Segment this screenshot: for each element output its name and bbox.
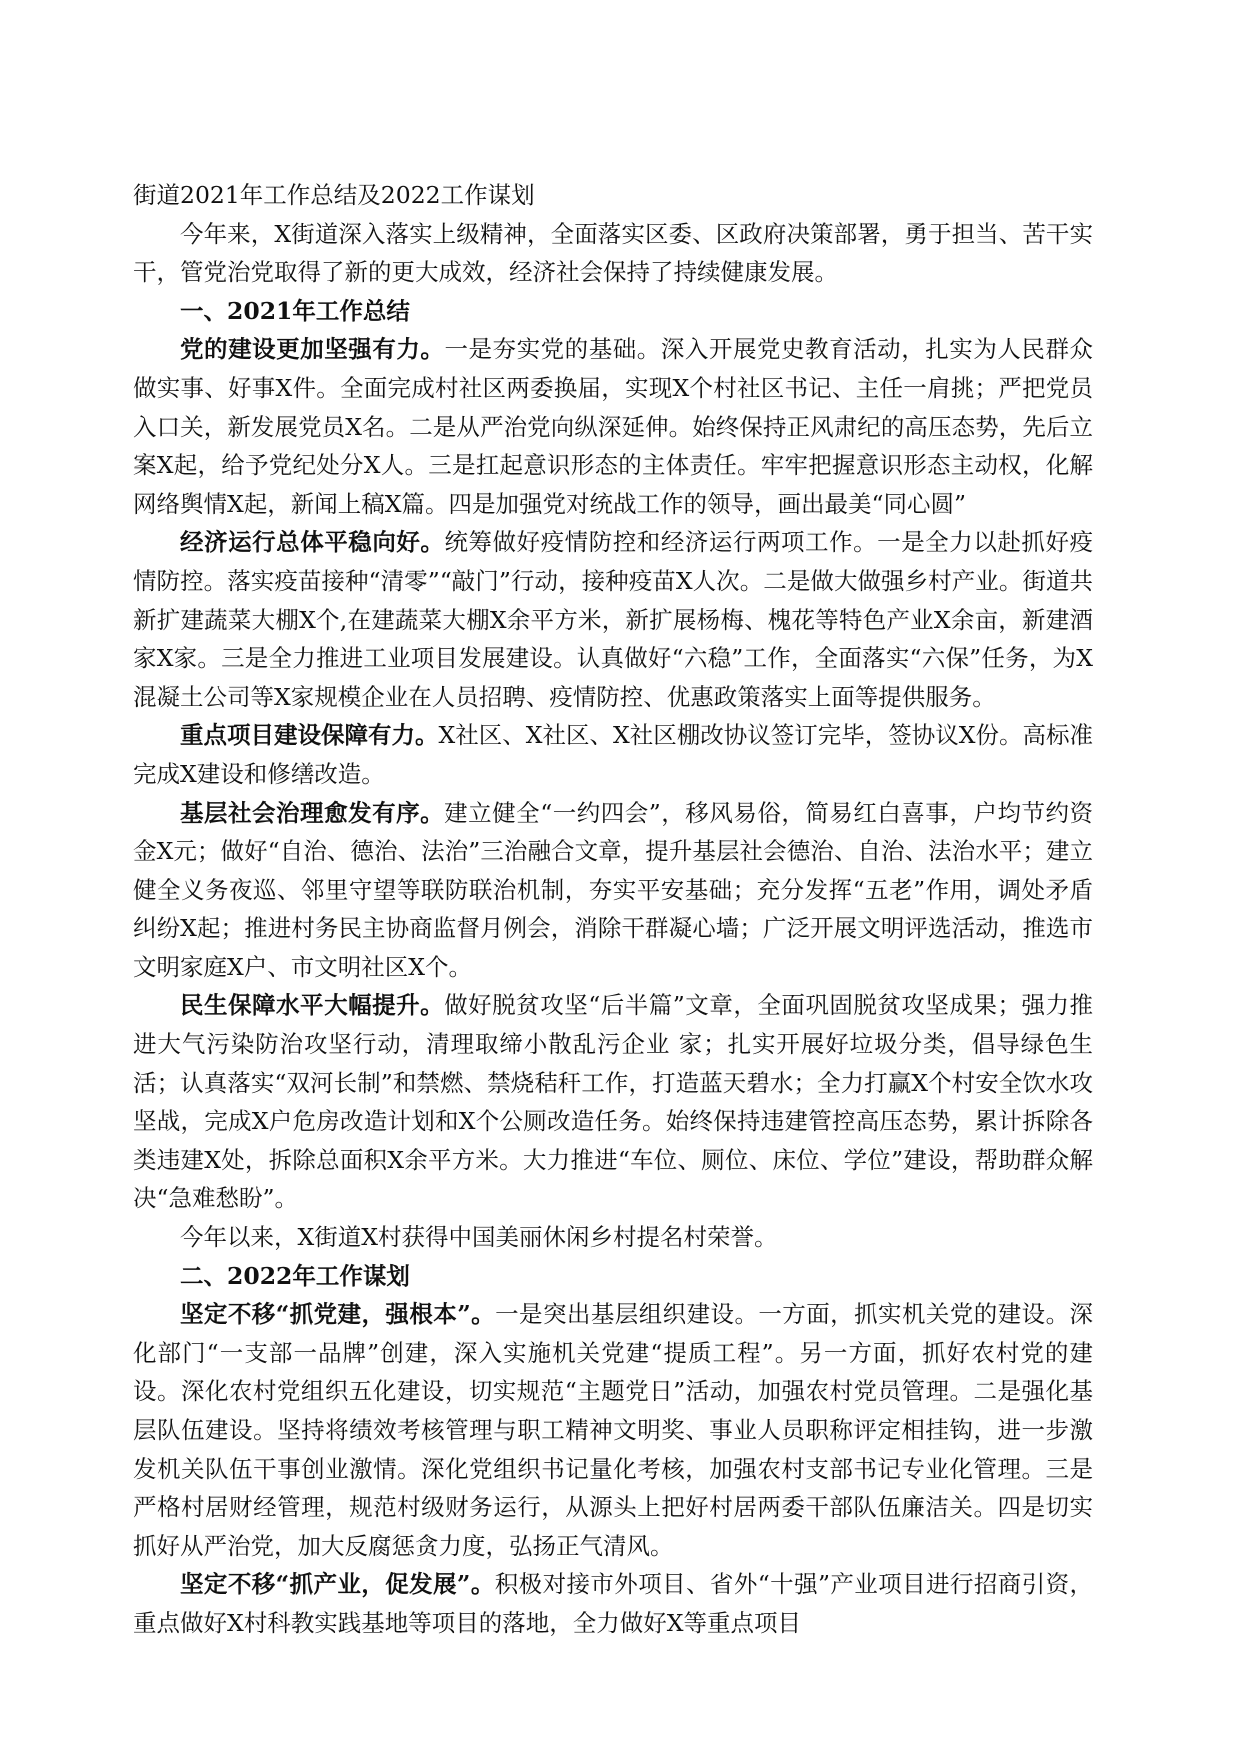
- body-paragraph: [133, 330, 1093, 523]
- body-paragraph: [133, 794, 1093, 987]
- body-paragraph: [133, 716, 1093, 793]
- paragraph-text: 今年以来，X街道X村获得中国美丽休闲乡村提名村荣誉。: [180, 1223, 778, 1252]
- paragraph-text: 一是突出基层组织建设。一方面，抓实机关党的建设。深化部门“一支部一品牌”创建，深入实施机关党建“提质工程”。另一方面，抓好农村党的建设。深化农村党组织五化建设，切实规范“主题党日”活动，加强农村党员管理。二是强化基层队伍建设。坚持将绩效考核管理与职工精神文明奖、事业人员职称评定相挂钩，进一步激发机关队伍干事创业激情。深化党组织书记量化考核，加强农村支部书记专业化管理。三是严格村居财经管理，规范村级财务运行，从源头上把好村居两委干部队伍廉洁关。四是切实抓好从严治党，加大反腐惩贪力度，弘扬正气清风。: [133, 1300, 1094, 1560]
- document-page: [133, 176, 1093, 1643]
- section-heading-1: 一、2021年工作总结: [180, 296, 410, 325]
- paragraph-lead: 坚定不移“抓党建，强根本”。: [180, 1300, 496, 1329]
- paragraph-lead: 坚定不移“抓产业，促发展”。: [180, 1570, 495, 1599]
- body-paragraph: [133, 1565, 1093, 1642]
- paragraph-text: 做好脱贫攻坚“后半篇”文章，全面巩固脱贫攻坚成果；强力推进大气污染防治攻坚行动，清理取缔小散乱污企业 家；扎实开展好垃圾分类，倡导绿色生活；认真落实“双河长制”和禁燃、禁烧秸秆工作，打造蓝天碧水；全力打赢X个村安全饮水攻坚战，完成X户危房改造计划和X个公厕改造任务。始终保持违建管控高压态势，累计拆除各类违建X处，拆除总面积X余平方米。大力推进“车位、厕位、床位、学位”建设，帮助群众解决“急难愁盼”。: [133, 991, 1094, 1213]
- paragraph-text: 建立健全“一约四会”，移风易俗，简易红白喜事，户均节约资金X元；做好“自治、德治、法治”三治融合文章，提升基层社会德治、自治、法治水平；建立健全义务夜巡、邻里守望等联防联治机制，夯实平安基础；充分发挥“五老”作用，调处矛盾纠纷X起；推进村务民主协商监督月例会，消除干群凝心墙；广泛开展文明评选活动，推选市文明家庭X户、市文明社区X个。: [133, 798, 1094, 981]
- paragraph-lead: 经济运行总体平稳向好。: [180, 528, 445, 557]
- paragraph-lead: 基层社会治理愈发有序。: [180, 798, 445, 827]
- body-paragraph: [133, 1295, 1093, 1565]
- section-heading-2: 二、2022年工作谋划: [180, 1261, 410, 1290]
- paragraph-lead: 重点项目建设保障有力。: [180, 721, 439, 750]
- paragraph-text: 统筹做好疫情防控和经济运行两项工作。一是全力以赴抓好疫情防控。落实疫苗接种“清零”“敲门”行动，接种疫苗X人次。二是做大做强乡村产业。街道共新扩建蔬菜大棚X个,在建蔬菜大棚X余平方米，新扩展杨梅、槐花等特色产业X余亩，新建酒家X家。三是全力推进工业项目发展建设。认真做好“六稳”工作，全面落实“六保”任务，为X混凝土公司等X家规模企业在人员招聘、疫情防控、优惠政策落实上面等提供服务。: [133, 528, 1094, 711]
- paragraph-lead: 民生保障水平大幅提升。: [180, 991, 445, 1020]
- document-title: 街道2021年工作总结及2022工作谋划: [133, 181, 535, 209]
- paragraph-text: X社区、X社区、X社区棚改协议签订完毕，签协议X份。高标准完成X建设和修缮改造。: [133, 721, 1094, 788]
- paragraph-text: 一是夯实党的基础。深入开展党史教育活动，扎实为人民群众做实事、好事X件。全面完成村社区两委换届，实现X个村社区书记、主任一肩挑；严把党员入口关，新发展党员X名。二是从严治党向纵深延伸。始终保持正风肃纪的高压态势，先后立案X起，给予党纪处分X人。三是扛起意识形态的主体责任。牢牢把握意识形态主动权，化解网络舆情X起，新闻上稿X篇。四是加强党对统战工作的领导，画出最美“同心圆”: [133, 335, 1094, 518]
- body-paragraph: [133, 523, 1093, 716]
- paragraph-text: 积极对接市外项目、省外“十强”产业项目进行招商引资，重点做好X村科教实践基地等项目的落地，全力做好X等重点项目: [133, 1570, 1093, 1637]
- body-paragraph: [133, 986, 1093, 1218]
- body-paragraph: [133, 1218, 1093, 1257]
- paragraph-lead: 党的建设更加坚强有力。: [180, 335, 445, 364]
- intro-paragraph: 今年来，X街道深入落实上级精神，全面落实区委、区政府决策部署，勇于担当、苦干实干，管党治党取得了新的更大成效，经济社会保持了持续健康发展。: [133, 219, 1093, 287]
